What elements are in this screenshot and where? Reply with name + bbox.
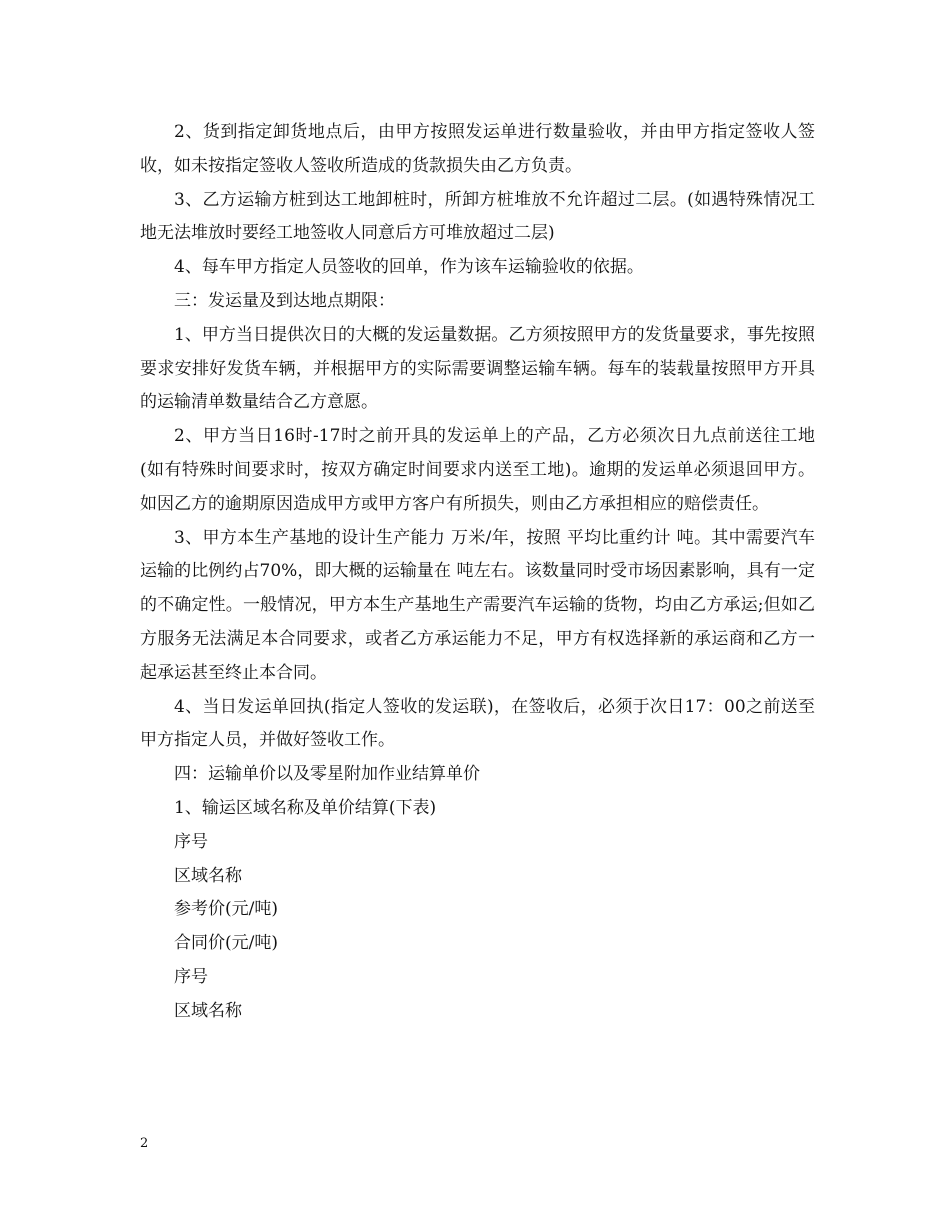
paragraph: 4、当日发运单回执(指定人签收的发运联)，在签收后，必须于次日17：00之前送至甲方指定人员，并做好签收工作。 — [140, 696, 815, 751]
paragraph: 1、甲方当日提供次日的大概的发运量数据。乙方须按照甲方的发货量要求，事先按照要求安排好发货车辆，并根据甲方的实际需要调整运输车辆。每车的装载量按照甲方开具的运输清单数量结合乙方意愿。 — [140, 324, 815, 413]
paragraph: 4、每车甲方指定人员签收的回单，作为该车运输验收的依据。 — [174, 257, 644, 278]
table-cell: 参考价(元/吨) — [174, 899, 278, 920]
table-cell: 序号 — [174, 966, 208, 987]
paragraph: 2、甲方当日16时-17时之前开具的发运单上的产品，乙方必须次日九点前送往工地(如有特殊时间要求时，按双方确定时间要求内送至工地)。逾期的发运单必须退回甲方。如因乙方的逾期原因造成甲方或甲方客户有所损失，则由乙方承担相应的赔偿责任。 — [140, 426, 815, 514]
table-cell: 区域名称 — [174, 865, 242, 886]
paragraph: 3、甲方本生产基地的设计生产能力 万米/年，按照 平均比重约计 吨。其中需要汽车运输的比例约占70%，即大概的运输量在 吨左右。该数量同时受市场因素影响，具有一定的不确定性。一般情况，甲方本生产基地生产需要汽车运输的货物，均由乙方承运;但如乙方服务无法满足本合同要求，或者乙方承运能力不足，甲方有权选择新的承运商和乙方一起承运甚至终止本合同。 — [140, 527, 815, 683]
table-cell: 合同价(元/吨) — [174, 933, 278, 954]
section-heading: 四：运输单价以及零星附加作业结算单价 — [174, 764, 480, 785]
table-cell: 序号 — [174, 831, 208, 852]
body-text — [140, 116, 815, 1029]
page-number: 2 — [140, 1136, 149, 1151]
paragraph: 1、输运区域名称及单价结算(下表) — [174, 797, 437, 818]
paragraph: 2、货到指定卸货地点后，由甲方按照发运单进行数量验收，并由甲方指定签收人签收，如未按指定签收人签收所造成的货款损失由乙方负责。 — [140, 122, 815, 176]
table-cell: 区域名称 — [174, 1000, 242, 1021]
section-heading: 三：发运量及到达地点期限： — [174, 290, 395, 311]
paragraph: 3、乙方运输方桩到达工地卸桩时，所卸方桩堆放不允许超过二层。(如遇特殊情况工地无法堆放时要经工地签收人同意后方可堆放超过二层) — [140, 189, 815, 244]
